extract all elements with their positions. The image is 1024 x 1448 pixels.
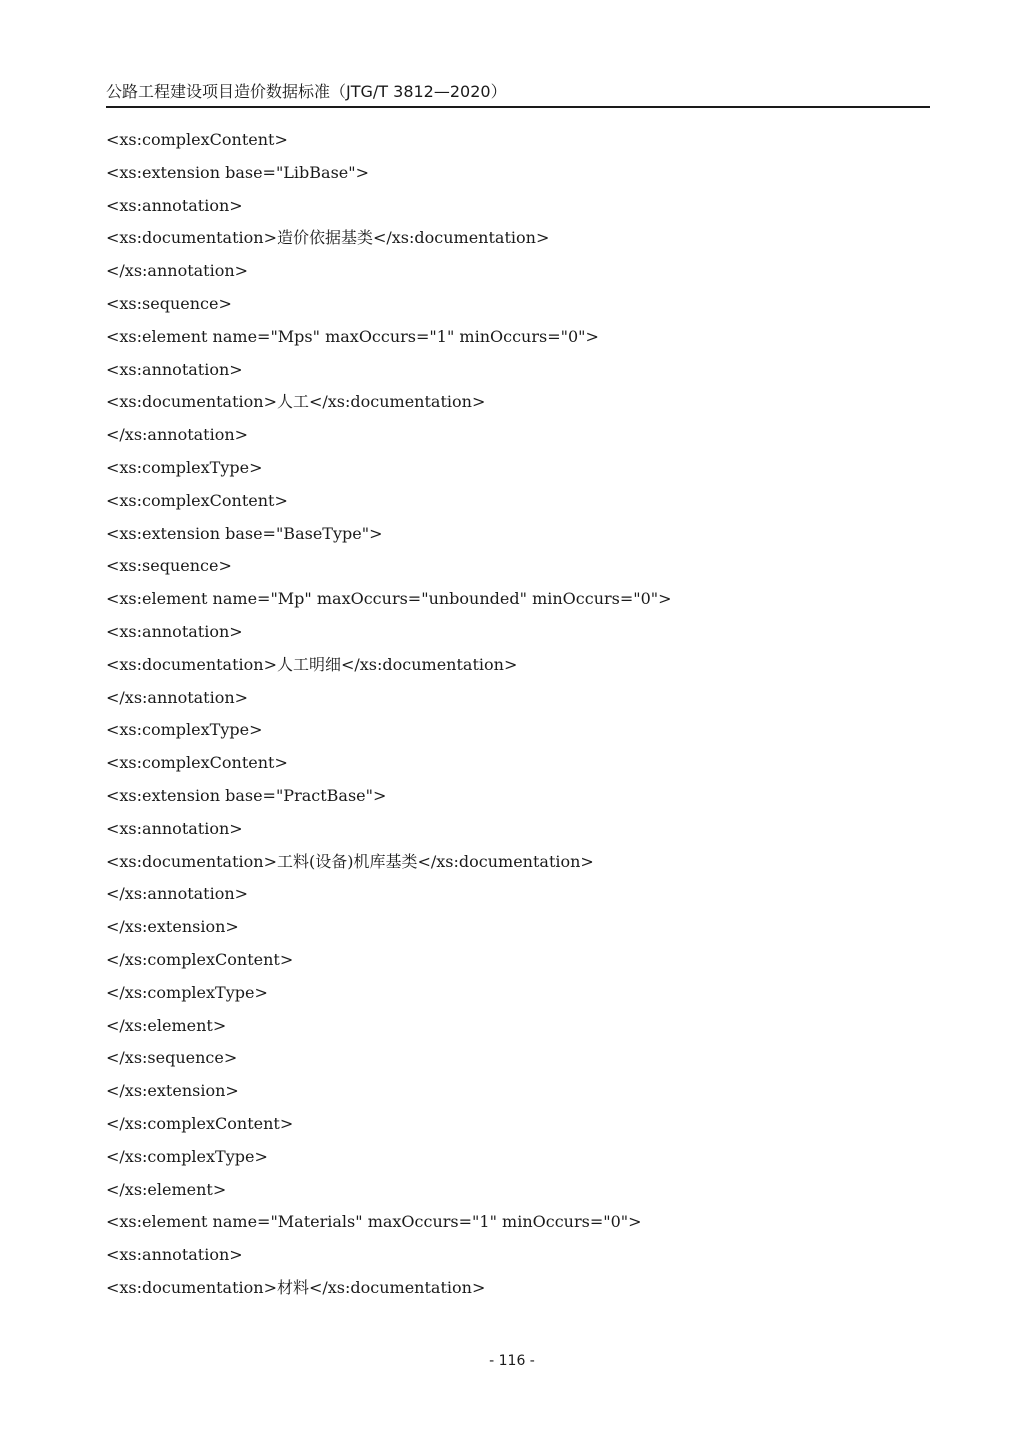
code-line: </xs:annotation>	[106, 261, 249, 281]
code-line: </xs:complexType>	[106, 1146, 268, 1166]
code-line: </xs:complexContent>	[106, 949, 294, 969]
code-line: </xs:complexContent>	[106, 1113, 294, 1133]
code-line: </xs:element>	[106, 1015, 227, 1035]
code-line: <xs:element name="Mp" maxOccurs="unbounded" minOccurs="0">	[106, 589, 672, 609]
code-line: </xs:annotation>	[106, 425, 249, 445]
code-line: <xs:annotation>	[106, 1245, 243, 1265]
code-line: <xs:annotation>	[106, 195, 243, 215]
code-line: <xs:extension base="BaseType">	[106, 523, 383, 543]
code-line: <xs:extension base="LibBase">	[106, 162, 370, 182]
code-line: <xs:sequence>	[106, 293, 232, 313]
code-line: <xs:element name="Materials" maxOccurs="1" minOccurs="0">	[106, 1212, 642, 1232]
code-line: <xs:documentation>工料(设备)机库基类</xs:documentation>	[106, 851, 594, 871]
code-line: <xs:complexContent>	[106, 753, 288, 773]
code-line: </xs:extension>	[106, 917, 239, 937]
code-line: </xs:complexType>	[106, 982, 268, 1002]
code-line: <xs:documentation>人工明细</xs:documentation>	[106, 654, 518, 674]
code-line: </xs:extension>	[106, 1081, 239, 1101]
code-line: <xs:annotation>	[106, 359, 243, 379]
code-line: <xs:complexType>	[106, 457, 263, 477]
code-line: <xs:documentation>人工</xs:documentation>	[106, 392, 486, 412]
code-line: <xs:sequence>	[106, 556, 232, 576]
code-line: <xs:documentation>材料</xs:documentation>	[106, 1277, 486, 1297]
code-line: <xs:extension base="PractBase">	[106, 785, 387, 805]
code-line: </xs:sequence>	[106, 1048, 238, 1068]
code-line: </xs:annotation>	[106, 884, 249, 904]
page-header	[106, 82, 930, 108]
code-line: <xs:annotation>	[106, 621, 243, 641]
code-line: <xs:complexType>	[106, 720, 263, 740]
code-line: <xs:complexContent>	[106, 490, 288, 510]
code-line: <xs:annotation>	[106, 818, 243, 838]
document-title: 公路工程建设项目造价数据标准（JTG/T 3812—2020）	[106, 82, 507, 101]
xml-schema-code-listing	[106, 124, 930, 1305]
code-line: <xs:documentation>造价依据基类</xs:documentation>	[106, 228, 550, 248]
code-line: <xs:element name="Mps" maxOccurs="1" minOccurs="0">	[106, 326, 599, 346]
page-number: - 116 -	[489, 1353, 535, 1369]
code-line: <xs:complexContent>	[106, 130, 288, 149]
code-line: </xs:element>	[106, 1179, 227, 1199]
code-line: </xs:annotation>	[106, 687, 249, 707]
